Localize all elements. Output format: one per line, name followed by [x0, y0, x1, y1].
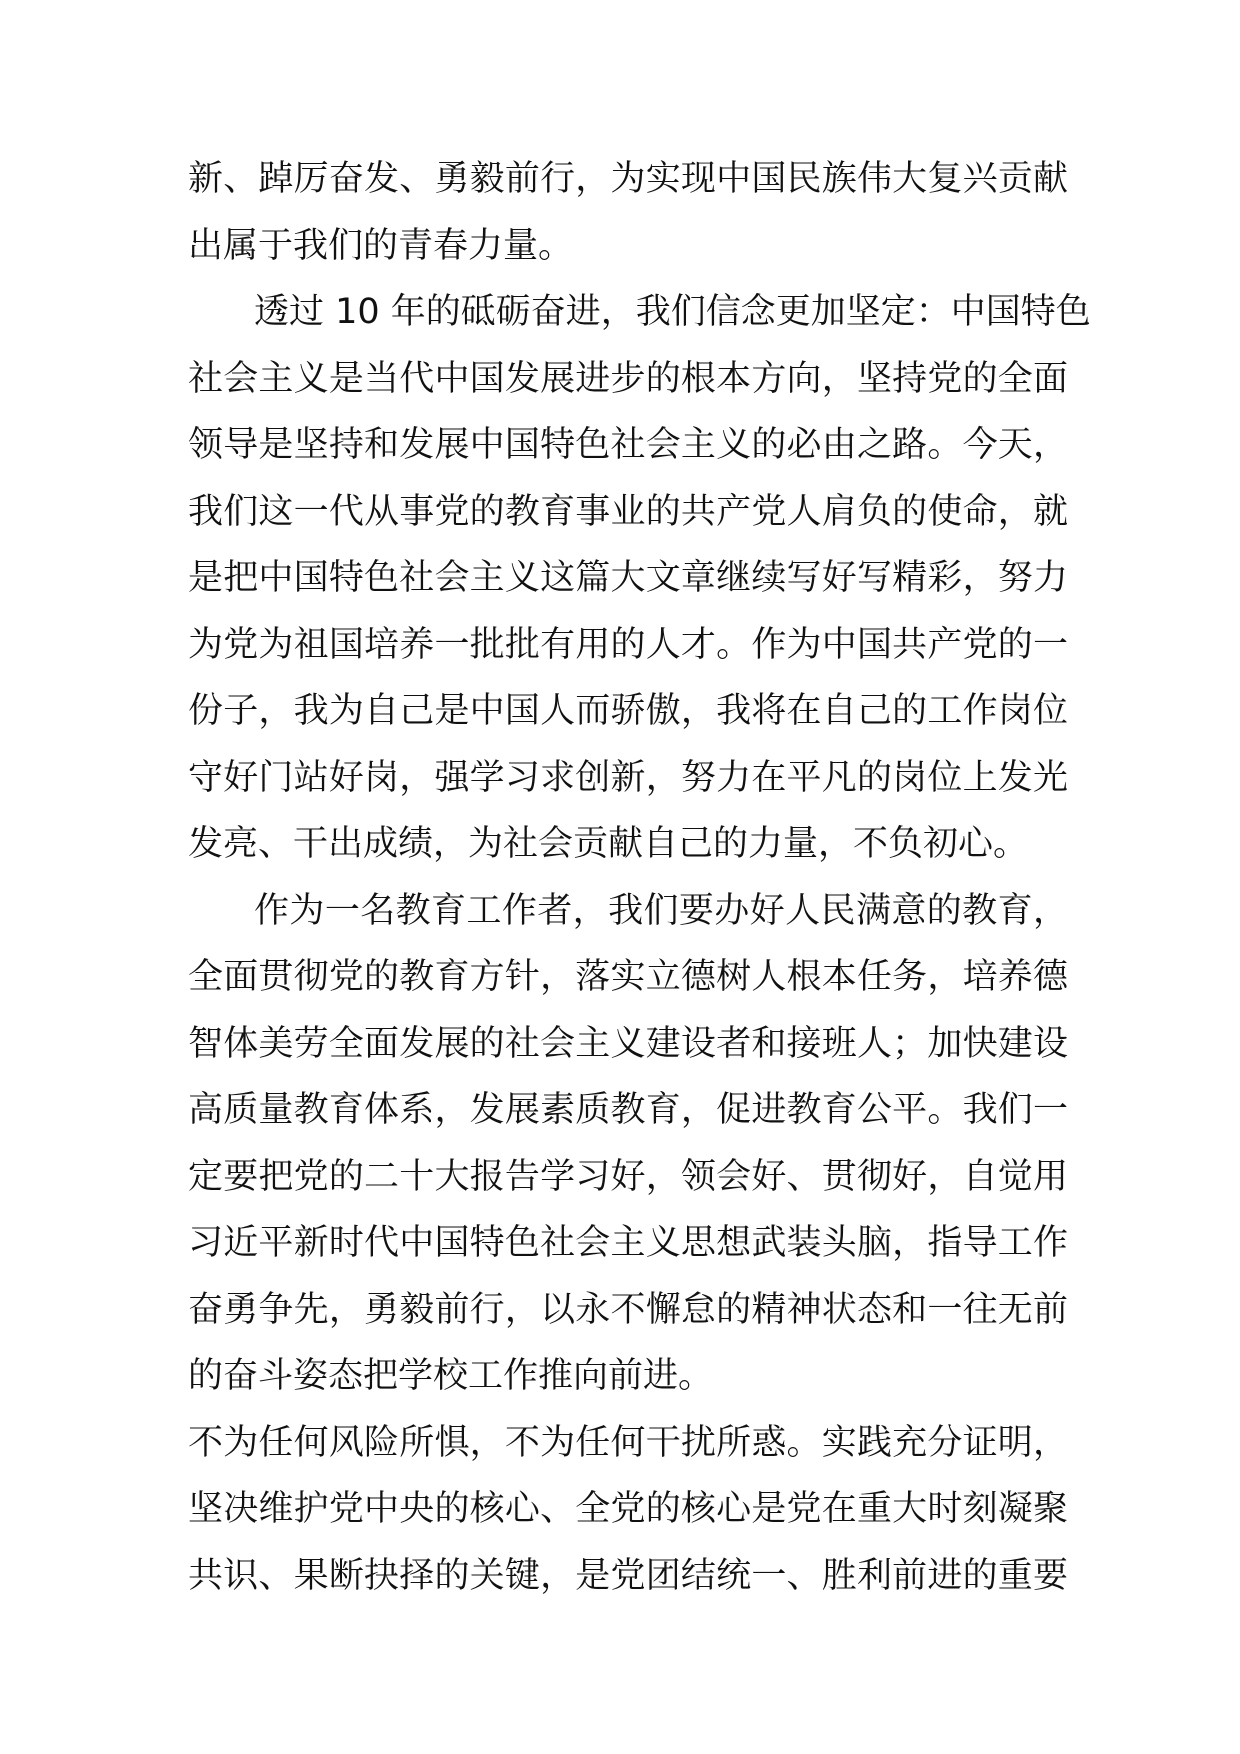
text-line: 发亮、干出成绩，为社会贡献自己的力量，不负初心。 — [188, 824, 1029, 864]
paragraph-1 — [188, 146, 1068, 279]
text-line: 我们这一代从事党的教育事业的共产党人肩负的使命，就 — [188, 491, 1068, 532]
text-line: 坚决维护党中央的核心、全党的核心是党在重大时刻凝聚 — [188, 1489, 1068, 1529]
text-line: 定要把党的二十大报告学习好，领会好、贯彻好，自觉用 — [188, 1156, 1068, 1197]
text-line: 习近平新时代中国特色社会主义思想武装头脑，指导工作 — [188, 1223, 1068, 1263]
text-line: 为党为祖国培养一批批有用的人才。作为中国共产党的一 — [188, 624, 1068, 665]
text-line: 领导是坚持和发展中国特色社会主义的必由之路。今天， — [188, 425, 1068, 465]
text-line: 全面贯彻党的教育方针，落实立德树人根本任务，培养德 — [188, 957, 1068, 997]
text-line: 份子，我为自己是中国人而骄傲，我将在自己的工作岗位 — [188, 691, 1068, 731]
text-line: 社会主义是当代中国发展进步的根本方向，坚持党的全面 — [188, 358, 1068, 399]
text-line: 高质量教育体系，发展素质教育，促进教育公平。我们一 — [188, 1090, 1068, 1130]
paragraph-3 — [188, 878, 1068, 1410]
text-line: 作为一名教育工作者，我们要办好人民满意的教育， — [254, 890, 1068, 931]
text-line: 守好门站好岗，强学习求创新，努力在平凡的岗位上发光 — [188, 757, 1068, 798]
text-line: 的奋斗姿态把学校工作推向前进。 — [188, 1356, 714, 1396]
text-line: 出属于我们的青春力量。 — [188, 225, 574, 266]
text-line: 智体美劳全面发展的社会主义建设者和接班人；加快建设 — [188, 1023, 1068, 1064]
paragraph-2 — [188, 279, 1091, 878]
text-line: 透过 10 年的砥砺奋进，我们信念更加坚定：中国特色 — [254, 292, 1091, 332]
text-line: 新、踔厉奋发、勇毅前行，为实现中国民族伟大复兴贡献 — [188, 159, 1068, 199]
text-line: 不为任何风险所惧，不为任何干扰所惑。实践充分证明， — [188, 1422, 1068, 1463]
text-line: 共识、果断抉择的关键，是党团结统一、胜利前进的重要 — [188, 1555, 1068, 1596]
text-line: 奋勇争先，勇毅前行，以永不懈怠的精神状态和一往无前 — [188, 1289, 1068, 1330]
text-line: 是把中国特色社会主义这篇大文章继续写好写精彩，努力 — [188, 558, 1068, 598]
body-text — [188, 146, 1091, 1609]
paragraph-4 — [188, 1410, 1068, 1610]
